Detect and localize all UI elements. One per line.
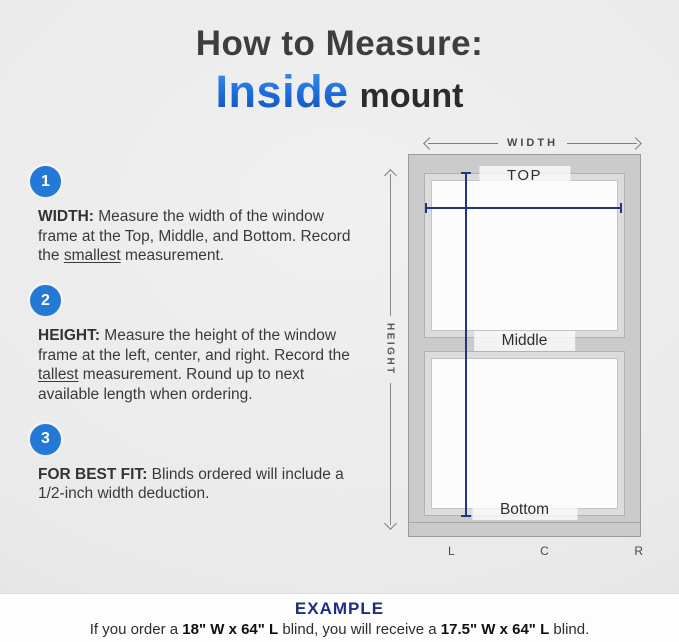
window-top-sash: [424, 173, 625, 338]
bottom-label: Bottom: [472, 500, 577, 520]
example-text-2: blind, you will receive a: [278, 621, 441, 638]
window-diagram: [380, 130, 672, 580]
step-1-body: Measure the width of the window frame at the Top, Middle, and Bottom. Record the: [38, 208, 351, 265]
height-arrow: [382, 171, 398, 528]
step-1-badge: 1: [30, 166, 61, 197]
window-bottom-sash: [424, 351, 625, 516]
example-text-1: If you order a: [89, 621, 183, 638]
example-heading: EXAMPLE: [294, 599, 385, 618]
step-2-lead: HEIGHT:: [38, 327, 100, 345]
page-title: [0, 24, 679, 118]
step-3-best-fit: [30, 424, 360, 504]
example-received-size: 17.5" W x 64" L: [440, 621, 550, 638]
width-arrow-line-left: [428, 143, 498, 144]
window-bottom-pane: [431, 358, 618, 509]
width-label: WIDTH: [506, 137, 559, 149]
step-3-badge: 3: [30, 424, 61, 455]
center-tick-label: C: [540, 544, 550, 558]
step-3-body: Blinds ordered will include a 1/2-inch width deduction.: [38, 465, 344, 503]
step-2-badge: 2: [30, 285, 61, 316]
steps-list: [30, 166, 360, 523]
step-1-lead: WIDTH:: [38, 208, 94, 225]
step-1-body-end: measurement.: [120, 247, 225, 265]
arrow-right-icon: [629, 137, 642, 150]
step-2-body: Measure the height of the window frame at the left, center, and right. Record the: [38, 327, 350, 364]
window-sill: [409, 522, 640, 523]
arrow-down-icon: [384, 517, 397, 530]
height-measure-line: [465, 172, 467, 517]
window-top-pane: [431, 180, 618, 331]
arrow-left-icon: [423, 137, 436, 150]
lcr-labels: [448, 544, 644, 558]
title-line1: How to Measure:: [195, 24, 484, 63]
title-line2: [0, 66, 679, 118]
step-3-lead: FOR BEST FIT:: [38, 465, 148, 483]
title-accent-inside: Inside: [215, 66, 349, 117]
example-sentence: [0, 621, 679, 638]
top-label: TOP: [479, 166, 570, 185]
step-1-underlined-word: smallest: [63, 247, 121, 265]
step-3-text: [38, 465, 356, 504]
example-footer: [0, 593, 679, 642]
example-text-3: blind.: [549, 621, 590, 638]
step-2-height: [30, 285, 360, 405]
step-1-width: [30, 166, 360, 266]
width-arrow: [425, 137, 640, 149]
middle-label: Middle: [474, 331, 576, 351]
step-1-text: [38, 207, 356, 266]
arrow-up-icon: [384, 169, 397, 182]
height-arrow-line-top: [390, 174, 391, 316]
left-tick-label: L: [448, 544, 456, 558]
width-measure-line: [425, 207, 622, 209]
height-arrow-line-bottom: [390, 383, 391, 525]
example-ordered-size: 18" W x 64" L: [182, 621, 279, 638]
width-arrow-line-right: [567, 143, 637, 144]
height-label: HEIGHT: [384, 323, 396, 376]
step-2-text: [38, 326, 356, 405]
title-rest-mount: mount: [359, 77, 464, 115]
step-2-underlined-word: tallest: [38, 366, 79, 384]
window-frame: [408, 154, 641, 537]
step-2-body-end: measurement. Round up to next available length when ordering.: [38, 366, 305, 404]
right-tick-label: R: [634, 544, 644, 558]
